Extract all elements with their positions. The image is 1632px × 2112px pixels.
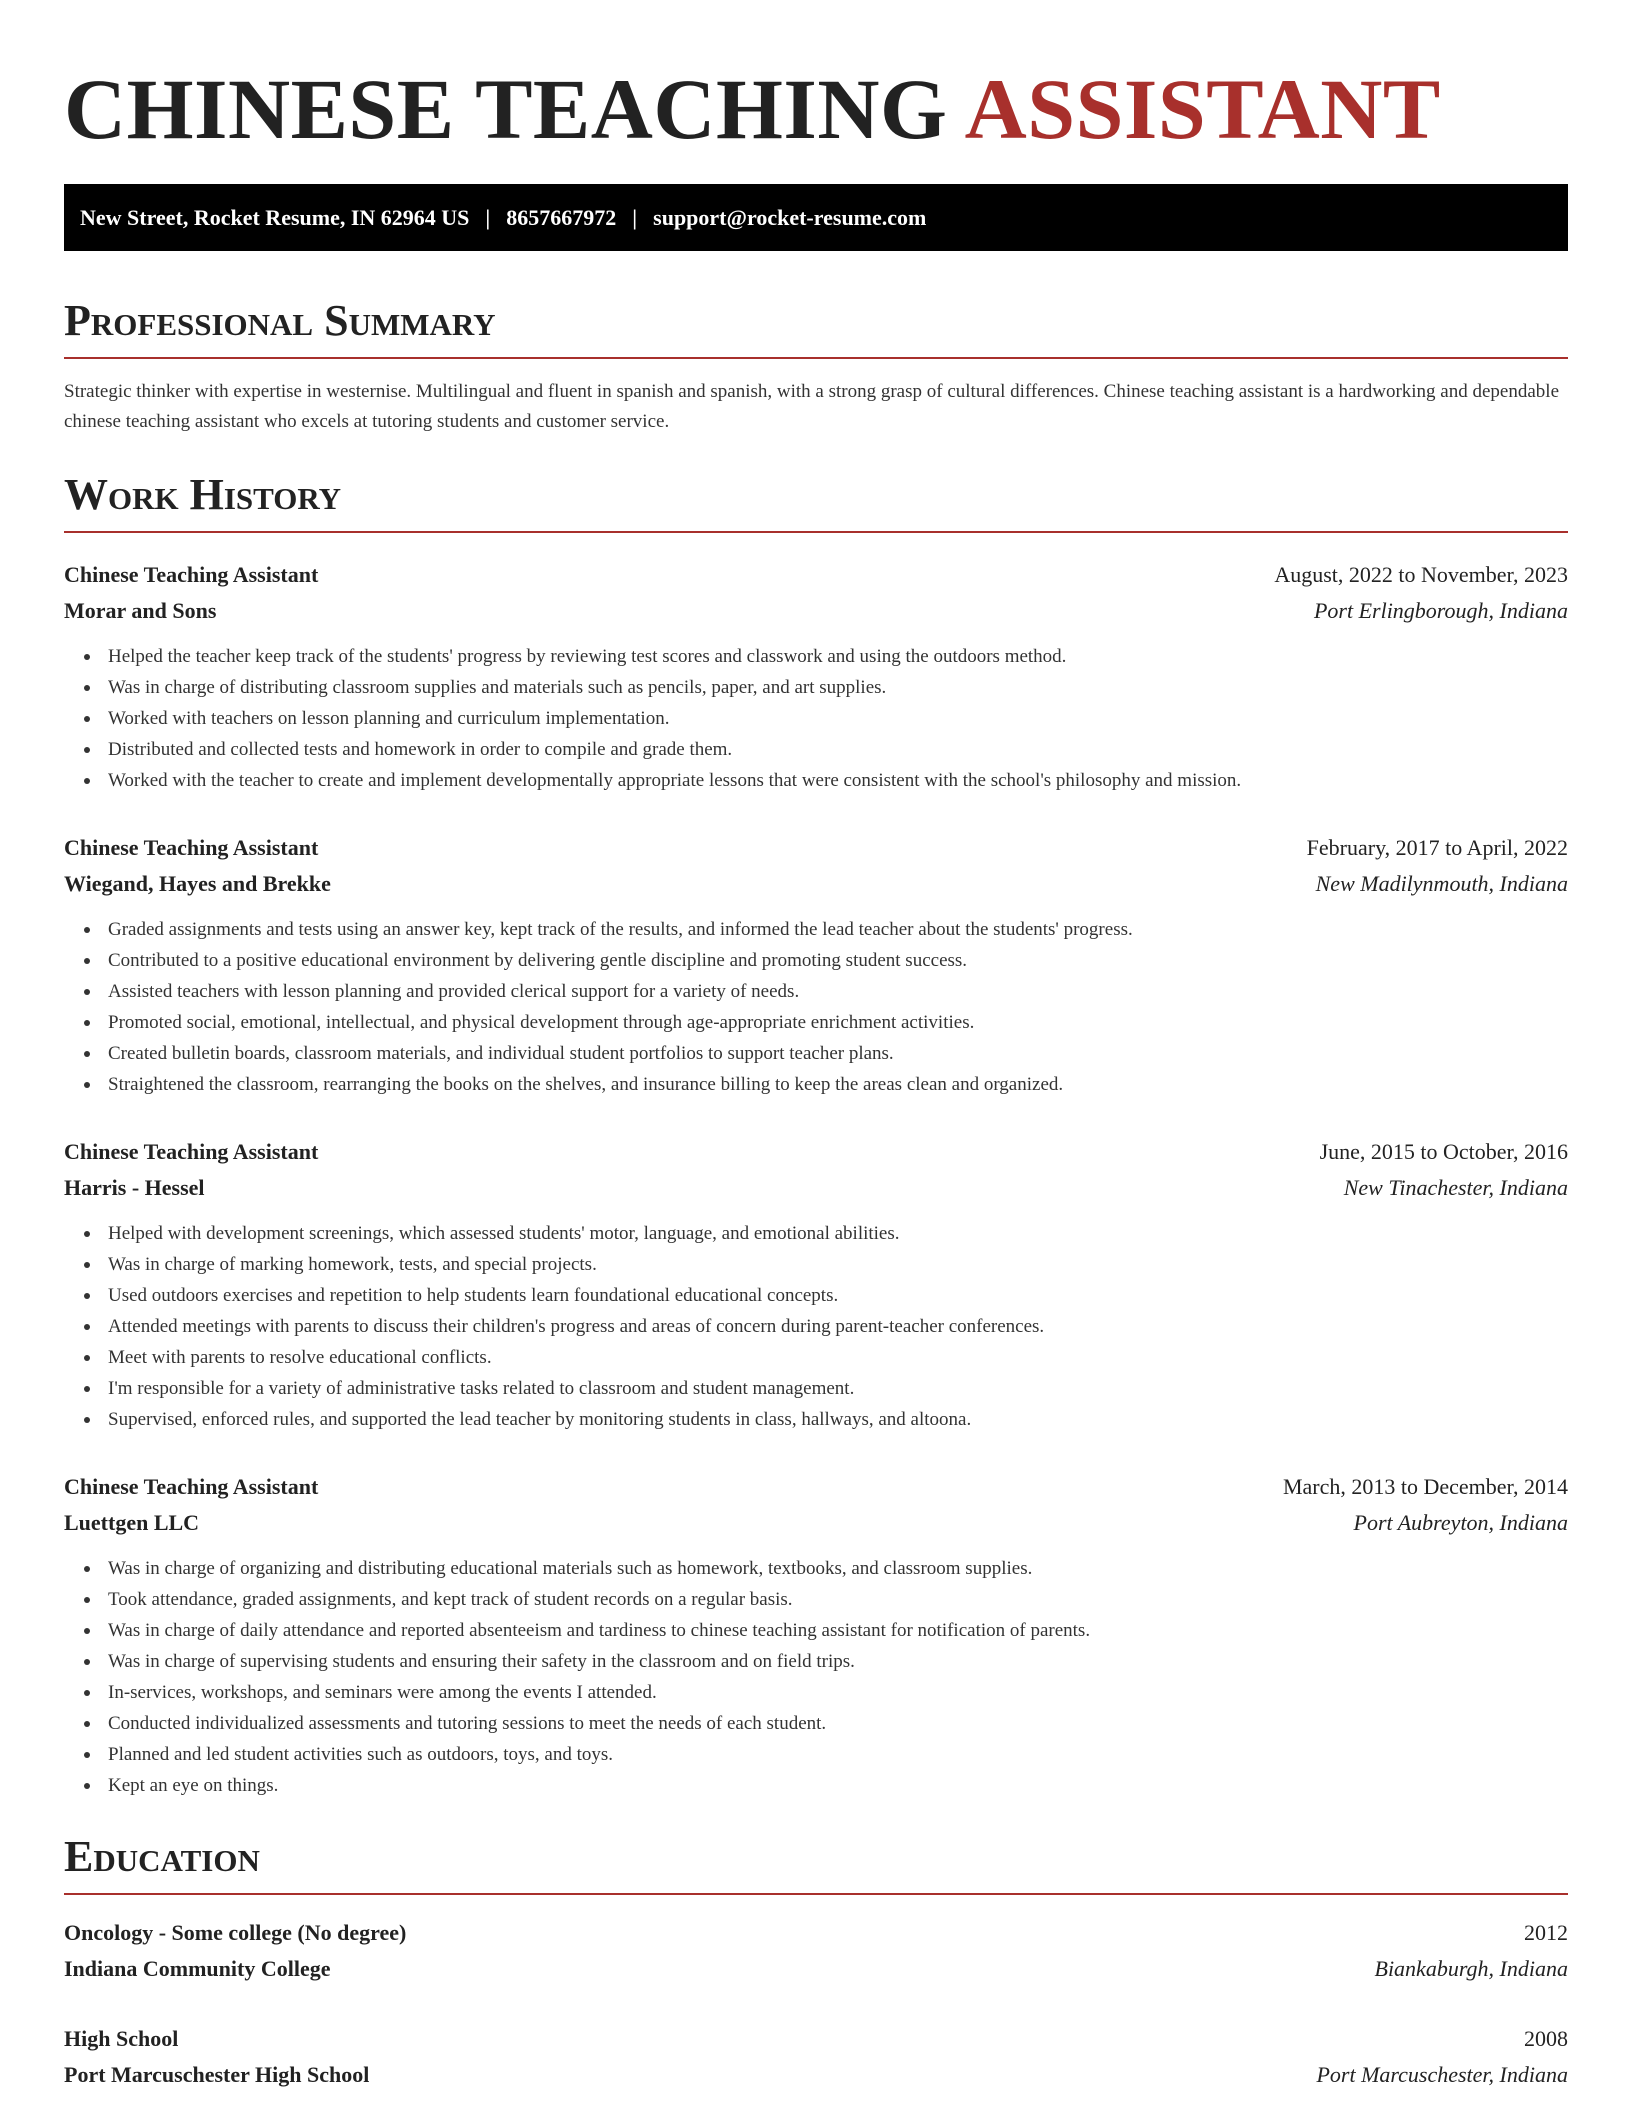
job-duty: Planned and led student activities such as outdoors, toys, and toys. — [108, 1739, 1568, 1770]
job-company: Morar and Sons — [64, 598, 217, 623]
education-degree-row — [64, 2021, 1568, 2057]
job-dates: June, 2015 to October, 2016 — [1319, 1139, 1568, 1164]
title-part-1: CHINESE TEACHING — [64, 61, 948, 157]
summary-heading: Professional Summary — [64, 296, 496, 345]
job-company: Harris - Hessel — [64, 1175, 205, 1200]
job-duty: Was in charge of distributing classroom supplies and materials such as pencils, paper, and art supplies. — [108, 672, 1568, 703]
job-company-row — [64, 1505, 1568, 1541]
section-divider — [64, 357, 1568, 359]
resume-title — [64, 61, 1568, 157]
contact-address: New Street, Rocket Resume, IN 62964 US — [80, 204, 470, 230]
job-duty: Straightened the classroom, rearranging the books on the shelves, and insurance billing to keep the areas clean and organized. — [108, 1069, 1568, 1100]
contact-bar — [64, 184, 1568, 251]
job-title: Chinese Teaching Assistant — [64, 1139, 319, 1164]
job-dates: August, 2022 to November, 2023 — [1274, 562, 1568, 587]
summary-text: Strategic thinker with expertise in westernise. Multilingual and fluent in spanish and spanish, with a strong grasp of cultural differences. Chinese teaching assistant is a hardworking and dependable chinese teaching assistant who excels at tutoring students and customer service. — [64, 381, 1559, 432]
education-location: Biankaburgh, Indiana — [1374, 1956, 1568, 1981]
job-duty: Kept an eye on things. — [108, 1770, 1568, 1801]
summary-section — [64, 296, 1568, 437]
job-title: Chinese Teaching Assistant — [64, 1474, 319, 1499]
job-company-row — [64, 1170, 1568, 1206]
job-company-row — [64, 866, 1568, 902]
contact-separator: | — [485, 204, 491, 230]
job-entry — [64, 1134, 1568, 1435]
job-duties-list — [64, 914, 1568, 1100]
job-duty: Was in charge of supervising students and ensuring their safety in the classroom and on field trips. — [108, 1646, 1568, 1677]
job-duty: Was in charge of daily attendance and reported absenteeism and tardiness to chinese teaching assistant for notification of parents. — [108, 1615, 1568, 1646]
job-location: New Tinachester, Indiana — [1343, 1175, 1568, 1200]
job-entry — [64, 1469, 1568, 1801]
job-duty: Was in charge of marking homework, tests, and special projects. — [108, 1249, 1568, 1280]
job-location: Port Erlingborough, Indiana — [1313, 598, 1568, 623]
job-duty: Conducted individualized assessments and tutoring sessions to meet the needs of each student. — [108, 1708, 1568, 1739]
education-degree: Oncology - Some college (No degree) — [64, 1920, 407, 1945]
job-duty: Assisted teachers with lesson planning and provided clerical support for a variety of needs. — [108, 976, 1568, 1007]
job-duty: In-services, workshops, and seminars were among the events I attended. — [108, 1677, 1568, 1708]
education-school-row — [64, 2057, 1568, 2093]
section-divider — [64, 1893, 1568, 1895]
title-part-2: ASSISTANT — [964, 61, 1441, 157]
job-duty: Meet with parents to resolve educational conflicts. — [108, 1342, 1568, 1373]
job-location: New Madilynmouth, Indiana — [1315, 871, 1568, 896]
job-dates: March, 2013 to December, 2014 — [1282, 1474, 1568, 1499]
job-duty: Graded assignments and tests using an answer key, kept track of the results, and informed the lead teacher about the students' progress. — [108, 914, 1568, 945]
section-divider — [64, 531, 1568, 533]
job-duties-list — [64, 641, 1568, 796]
job-duty: Was in charge of organizing and distributing educational materials such as homework, textbooks, and classroom supplies. — [108, 1553, 1568, 1584]
job-duty: Worked with teachers on lesson planning and curriculum implementation. — [108, 703, 1568, 734]
education-year: 2012 — [1524, 1920, 1568, 1945]
education-school-row — [64, 1951, 1568, 1987]
job-duty: Helped the teacher keep track of the students' progress by reviewing test scores and classwork and using the outdoors method. — [108, 641, 1568, 672]
job-location: Port Aubreyton, Indiana — [1353, 1510, 1568, 1535]
education-school: Indiana Community College — [64, 1956, 331, 1981]
education-location: Port Marcuschester, Indiana — [1316, 2062, 1568, 2087]
job-duty: Took attendance, graded assignments, and kept track of student records on a regular basis. — [108, 1584, 1568, 1615]
education-heading: Education — [64, 1832, 260, 1881]
contact-email: support@rocket-resume.com — [653, 204, 927, 230]
job-duty: Helped with development screenings, which assessed students' motor, language, and emotional abilities. — [108, 1218, 1568, 1249]
job-title-row — [64, 557, 1568, 593]
education-section — [64, 1832, 1568, 2093]
job-title: Chinese Teaching Assistant — [64, 562, 319, 587]
job-title-row — [64, 830, 1568, 866]
work-history-heading: Work History — [64, 470, 342, 519]
job-company: Luettgen LLC — [64, 1510, 200, 1535]
job-duty: Worked with the teacher to create and implement developmentally appropriate lessons that were consistent with the school's philosophy and mission. — [108, 765, 1568, 796]
job-company-row — [64, 593, 1568, 629]
job-entry — [64, 830, 1568, 1100]
job-duty: Distributed and collected tests and homework in order to compile and grade them. — [108, 734, 1568, 765]
job-entry — [64, 557, 1568, 796]
job-title: Chinese Teaching Assistant — [64, 835, 319, 860]
education-entry — [64, 2021, 1568, 2093]
job-duties-list — [64, 1218, 1568, 1435]
job-company: Wiegand, Hayes and Brekke — [64, 871, 331, 896]
education-degree-row — [64, 1915, 1568, 1951]
work-history-section — [64, 470, 1568, 1801]
contact-phone: 8657667972 — [506, 204, 617, 230]
job-duty: Contributed to a positive educational environment by delivering gentle discipline and promoting student success. — [108, 945, 1568, 976]
job-duty: Created bulletin boards, classroom materials, and individual student portfolios to support teacher plans. — [108, 1038, 1568, 1069]
job-duty: Supervised, enforced rules, and supported the lead teacher by monitoring students in class, hallways, and altoona. — [108, 1404, 1568, 1435]
job-dates: February, 2017 to April, 2022 — [1306, 835, 1568, 860]
job-duty: Used outdoors exercises and repetition to help students learn foundational educational concepts. — [108, 1280, 1568, 1311]
job-duty: Promoted social, emotional, intellectual, and physical development through age-appropriate enrichment activities. — [108, 1007, 1568, 1038]
job-duty: I'm responsible for a variety of administrative tasks related to classroom and student management. — [108, 1373, 1568, 1404]
job-duties-list — [64, 1553, 1568, 1801]
job-duty: Attended meetings with parents to discuss their children's progress and areas of concern during parent-teacher conferences. — [108, 1311, 1568, 1342]
contact-separator: | — [632, 204, 638, 230]
education-degree: High School — [64, 2026, 179, 2051]
education-school: Port Marcuschester High School — [64, 2062, 370, 2087]
education-year: 2008 — [1524, 2026, 1568, 2051]
education-entry — [64, 1915, 1568, 1987]
job-title-row — [64, 1134, 1568, 1170]
job-title-row — [64, 1469, 1568, 1505]
